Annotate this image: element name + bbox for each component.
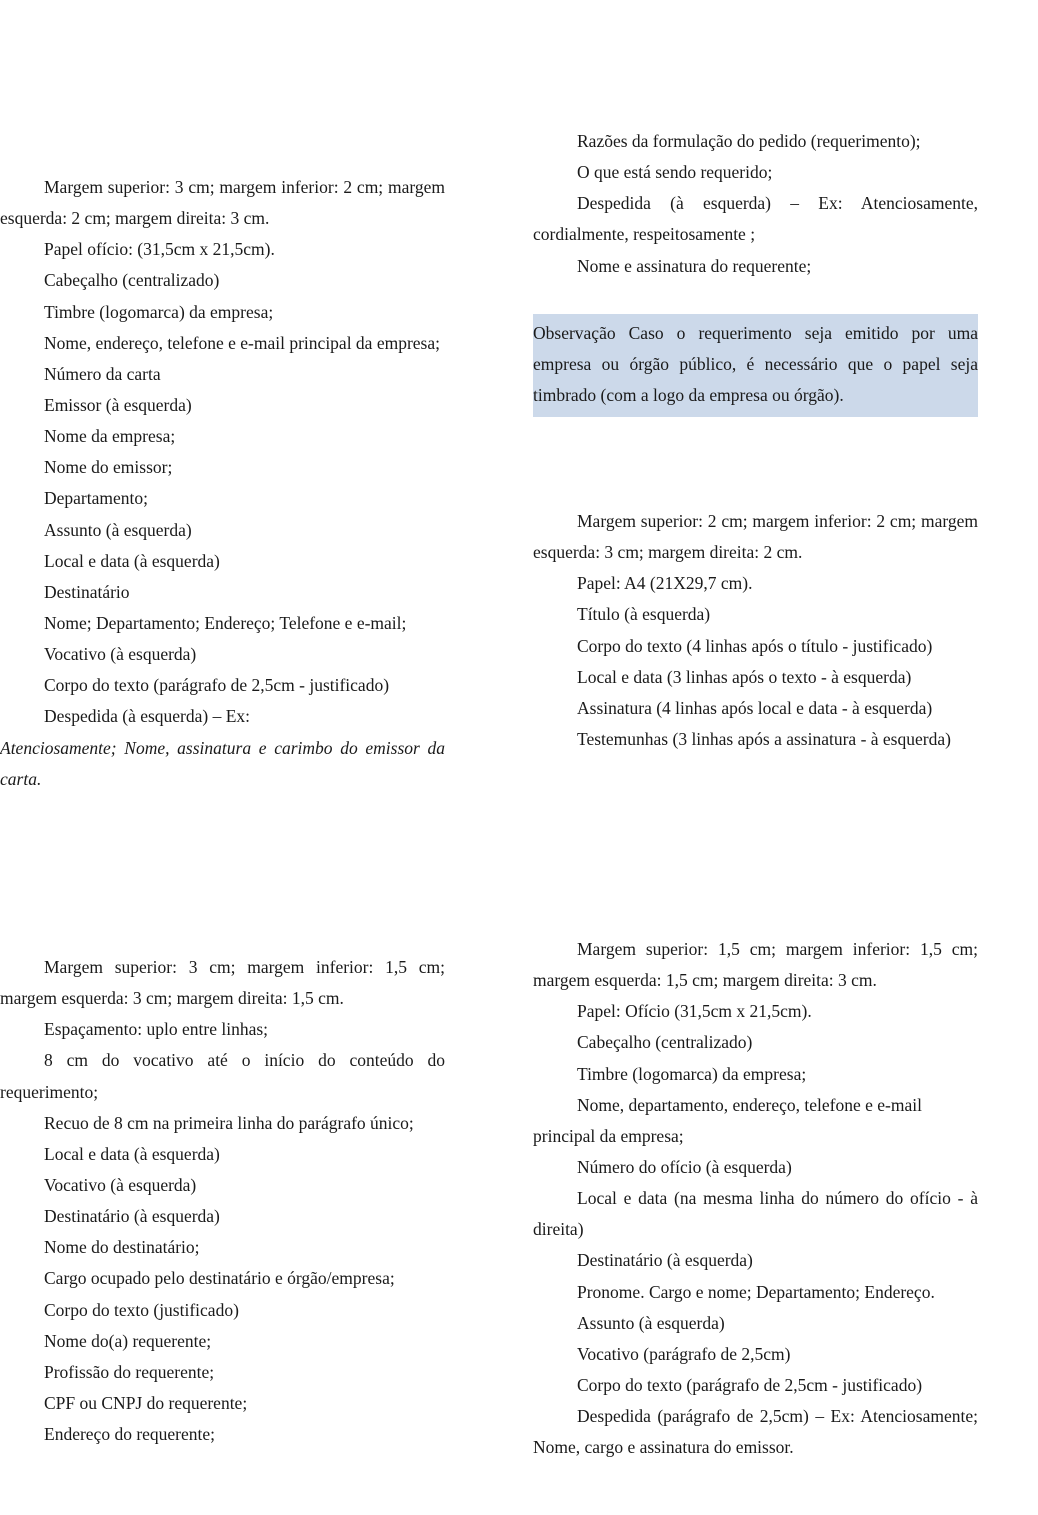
spec-line: Nome do destinatário; — [44, 1237, 200, 1258]
spec-line: Assunto (à esquerda) — [577, 1312, 725, 1333]
spec-line: Despedida (parágrafo de 2,5cm) – Ex: Atenciosamente; Nome, cargo e assinatura do emissor. — [533, 1406, 978, 1458]
spec-line: Corpo do texto (4 linhas após o título - justificado) — [577, 635, 933, 656]
spec-line-despedida-italic: Atenciosamente; Nome, assinatura e carimbo do emissor da carta. — [0, 737, 445, 789]
spec-line: Razões da formulação do pedido (requerimento); — [577, 131, 921, 151]
spec-line: Corpo do texto (parágrafo de 2,5cm - justificado) — [44, 675, 390, 696]
spec-line: Papel: A4 (21X29,7 cm). — [577, 573, 753, 594]
requerimento-continuacao-block — [533, 126, 978, 282]
spec-line: O que está sendo requerido; — [577, 162, 773, 183]
spec-line: Nome, departamento, endereço, telefone e e-mail principal da empresa; — [533, 1094, 922, 1146]
spec-line: Local e data (à esquerda) — [44, 550, 220, 571]
spec-line-despedida: Despedida (à esquerda) – Ex: — [44, 706, 251, 727]
spec-line: Emissor (à esquerda) — [44, 394, 192, 415]
spec-line: Destinatário — [44, 581, 130, 602]
observacao-text: Observação Caso o requerimento seja emitido por uma empresa ou órgão público, é necessário que o papel seja timbrado (com a logo da empresa ou órgão). — [533, 323, 978, 406]
spec-line: Cargo ocupado pelo destinatário e órgão/empresa; — [44, 1268, 395, 1289]
spec-line: Número do ofício (à esquerda) — [577, 1156, 792, 1177]
spec-line: Vocativo (à esquerda) — [44, 1174, 197, 1195]
spec-line: Cabeçalho (centralizado) — [44, 270, 220, 291]
spec-line: Número da carta — [44, 363, 161, 384]
declaracao-block — [533, 506, 978, 755]
spec-line: Assinatura (4 linhas após local e data - à esquerda) — [577, 697, 933, 718]
spec-line: Departamento; — [44, 488, 148, 509]
spec-line: Margem superior: 2 cm; margem inferior: 2 cm; margem esquerda: 3 cm; margem direita: 2 cm. — [533, 511, 978, 563]
oficio-block — [533, 934, 978, 1463]
spec-line: Assunto (à esquerda) — [44, 519, 192, 540]
spec-line: Nome e assinatura do requerente; — [577, 255, 812, 276]
spec-line: Destinatário (à esquerda) — [44, 1206, 220, 1227]
spec-line: Vocativo (à esquerda) — [44, 644, 197, 665]
spec-line: Despedida (à esquerda) – Ex: Atenciosamente, cordialmente, respeitosamente ; — [533, 193, 978, 245]
spec-line: Cabeçalho (centralizado) — [577, 1032, 753, 1053]
spec-line: Nome, endereço, telefone e e-mail principal da empresa; — [44, 332, 440, 353]
spec-line: Margem superior: 3 cm; margem inferior: 1,5 cm; margem esquerda: 3 cm; margem direita: 1,5 cm. — [0, 957, 445, 1009]
spec-line: Timbre (logomarca) da empresa; — [577, 1063, 807, 1084]
spec-line: Endereço do requerente; — [44, 1424, 216, 1445]
spec-line: Vocativo (parágrafo de 2,5cm) — [577, 1343, 791, 1364]
spec-line: Nome do(a) requerente; — [44, 1330, 212, 1351]
spec-line: CPF ou CNPJ do requerente; — [44, 1392, 248, 1413]
carta-comercial-block — [0, 172, 445, 795]
requerimento-block — [0, 952, 445, 1450]
spec-line: Corpo do texto (justificado) — [44, 1299, 239, 1320]
spec-line: 8 cm do vocativo até o início do conteúdo do requerimento; — [0, 1050, 445, 1102]
spec-line: Margem superior: 3 cm; margem inferior: 2 cm; margem esquerda: 2 cm; margem direita: 3 cm. — [0, 177, 445, 229]
spec-line: Local e data (à esquerda) — [44, 1143, 220, 1164]
spec-line: Papel ofício: (31,5cm x 21,5cm). — [44, 239, 275, 260]
spec-line: Testemunhas (3 linhas após a assinatura - à esquerda) — [577, 728, 951, 749]
spec-line: Nome do emissor; — [44, 457, 173, 478]
observacao-highlight — [533, 314, 978, 417]
spec-line: Local e data (na mesma linha do número do ofício - à direita) — [533, 1188, 978, 1240]
spec-line: Pronome. Cargo e nome; Departamento; Endereço. — [577, 1281, 935, 1302]
spec-line: Corpo do texto (parágrafo de 2,5cm - justificado) — [577, 1374, 923, 1395]
spec-line: Nome da empresa; — [44, 426, 176, 447]
spec-line: Timbre (logomarca) da empresa; — [44, 301, 274, 322]
spec-line: Margem superior: 1,5 cm; margem inferior: 1,5 cm; margem esquerda: 1,5 cm; margem direita: 3 cm. — [533, 939, 978, 991]
spec-line: Título (à esquerda) — [577, 604, 711, 625]
spec-line: Profissão do requerente; — [44, 1361, 215, 1382]
spec-line: Local e data (3 linhas após o texto - à esquerda) — [577, 666, 912, 687]
spec-line: Recuo de 8 cm na primeira linha do parágrafo único; — [44, 1112, 414, 1133]
spec-line: Nome; Departamento; Endereço; Telefone e e-mail; — [44, 612, 407, 633]
spec-line: Papel: Ofício (31,5cm x 21,5cm). — [577, 1001, 812, 1022]
spec-line: Destinatário (à esquerda) — [577, 1250, 753, 1271]
spec-line: Espaçamento: uplo entre linhas; — [44, 1019, 269, 1040]
